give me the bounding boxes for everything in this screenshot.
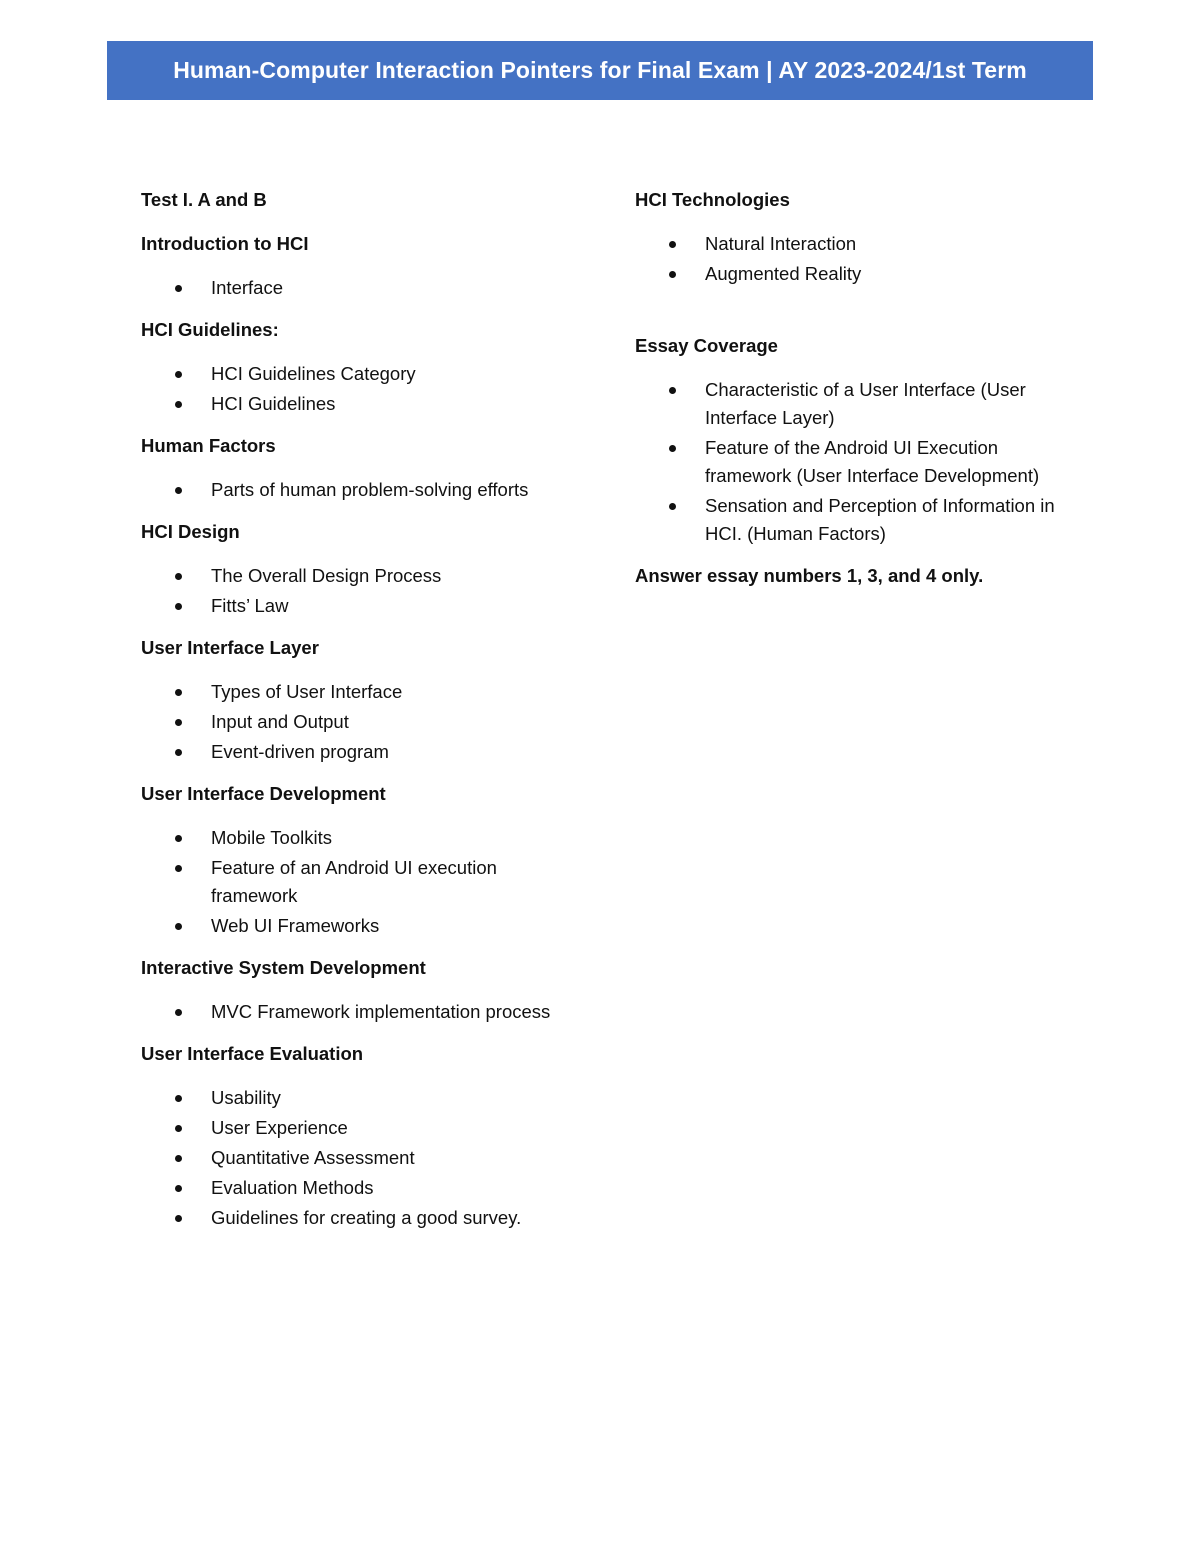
section-heading: HCI Guidelines: [141,319,279,340]
section-hci-design [141,518,561,620]
list-item-text: MVC Framework implementation process [211,1001,551,1022]
list-item-text: User Experience [211,1117,348,1138]
bullet-icon [175,1215,182,1222]
list-item [141,998,561,1026]
list-item-text: Feature of an Android UI execution framework [211,857,497,906]
right-column [635,186,1065,590]
list-item-text: HCI Guidelines Category [211,363,416,384]
list-item-text: Fitts’ Law [211,595,289,616]
list-item [141,1204,561,1232]
bullet-icon [669,503,676,510]
list-item-text: Sensation and Perception of Information in HCI. (Human Factors) [705,495,1055,544]
list-item [635,230,1065,258]
list-item-text: Natural Interaction [705,233,857,254]
list-item-text: Input and Output [211,711,349,732]
left-sections [141,230,561,1232]
bullet-list [141,562,561,620]
spacer [635,302,1065,332]
section-user-interface-layer [141,634,561,766]
document-title: Human-Computer Interaction Pointers for Final Exam | AY 2023-2024/1st Term [173,57,1027,83]
section-hci-guidelines [141,316,561,418]
list-item-text: Feature of the Android UI Execution framework (User Interface Development) [705,437,1040,486]
section-introduction-to-hci [141,230,561,302]
list-item [635,492,1065,548]
test-heading: Test I. A and B [141,189,267,210]
section-heading: Introduction to HCI [141,233,309,254]
list-item [141,476,561,504]
bullet-list [635,376,1065,548]
right-sections [635,186,1065,548]
bullet-icon [175,689,182,696]
list-item [141,854,561,910]
list-item [141,678,561,706]
list-item [141,592,561,620]
bullet-list [635,230,1065,288]
list-item [141,1114,561,1142]
section-heading: HCI Technologies [635,189,790,210]
list-item-text: Mobile Toolkits [211,827,332,848]
list-item-text: Web UI Frameworks [211,915,380,936]
bullet-list [141,824,561,940]
bullet-icon [175,923,182,930]
bullet-icon [175,749,182,756]
section-human-factors [141,432,561,504]
list-item [141,1174,561,1202]
list-item [635,434,1065,490]
bullet-list [141,998,561,1026]
section-user-interface-evaluation [141,1040,561,1232]
list-item-text: Types of User Interface [211,681,403,702]
left-column [141,186,561,1246]
bullet-list [141,274,561,302]
list-item-text: Augmented Reality [705,263,862,284]
list-item [141,708,561,736]
list-item-text: Characteristic of a User Interface (User Interface Layer) [705,379,1026,428]
section-heading: User Interface Layer [141,637,319,658]
section-heading: HCI Design [141,521,240,542]
bullet-list [141,678,561,766]
list-item [635,376,1065,432]
bullet-icon [175,1185,182,1192]
bullet-list [141,476,561,504]
list-item [141,824,561,852]
bullet-icon [175,1095,182,1102]
bullet-icon [669,387,676,394]
list-item [141,390,561,418]
list-item [141,912,561,940]
bullet-icon [669,445,676,452]
list-item-text: Usability [211,1087,281,1108]
list-item-text: Guidelines for creating a good survey. [211,1207,522,1228]
bullet-icon [175,603,182,610]
section-heading: Essay Coverage [635,335,778,356]
title-banner [107,41,1093,100]
list-item-text: Interface [211,277,283,298]
section-heading: User Interface Evaluation [141,1043,364,1064]
bullet-icon [175,573,182,580]
bullet-list [141,360,561,418]
bullet-icon [175,1009,182,1016]
section-heading: Human Factors [141,435,276,456]
section-essay-coverage [635,332,1065,548]
section-heading: Interactive System Development [141,957,426,978]
bullet-icon [175,487,182,494]
list-item [141,1144,561,1172]
list-item [141,360,561,388]
list-item [141,1084,561,1112]
list-item-text: Evaluation Methods [211,1177,374,1198]
list-item [141,274,561,302]
bullet-icon [175,401,182,408]
list-item [141,738,561,766]
bullet-icon [669,241,676,248]
bullet-icon [175,285,182,292]
bullet-icon [175,719,182,726]
bullet-icon [175,1155,182,1162]
bullet-icon [175,1125,182,1132]
list-item-text: HCI Guidelines [211,393,336,414]
bullet-icon [175,835,182,842]
list-item [635,260,1065,288]
bullet-list [141,1084,561,1232]
list-item-text: Parts of human problem-solving efforts [211,479,529,500]
bullet-icon [175,865,182,872]
section-hci-technologies [635,186,1065,288]
list-item-text: Event-driven program [211,741,389,762]
section-user-interface-development [141,780,561,940]
list-item-text: The Overall Design Process [211,565,442,586]
bullet-icon [175,371,182,378]
section-interactive-system-development [141,954,561,1026]
bullet-icon [669,271,676,278]
section-heading: User Interface Development [141,783,386,804]
list-item [141,562,561,590]
list-item-text: Quantitative Assessment [211,1147,415,1168]
essay-instruction: Answer essay numbers 1, 3, and 4 only. [635,565,984,586]
